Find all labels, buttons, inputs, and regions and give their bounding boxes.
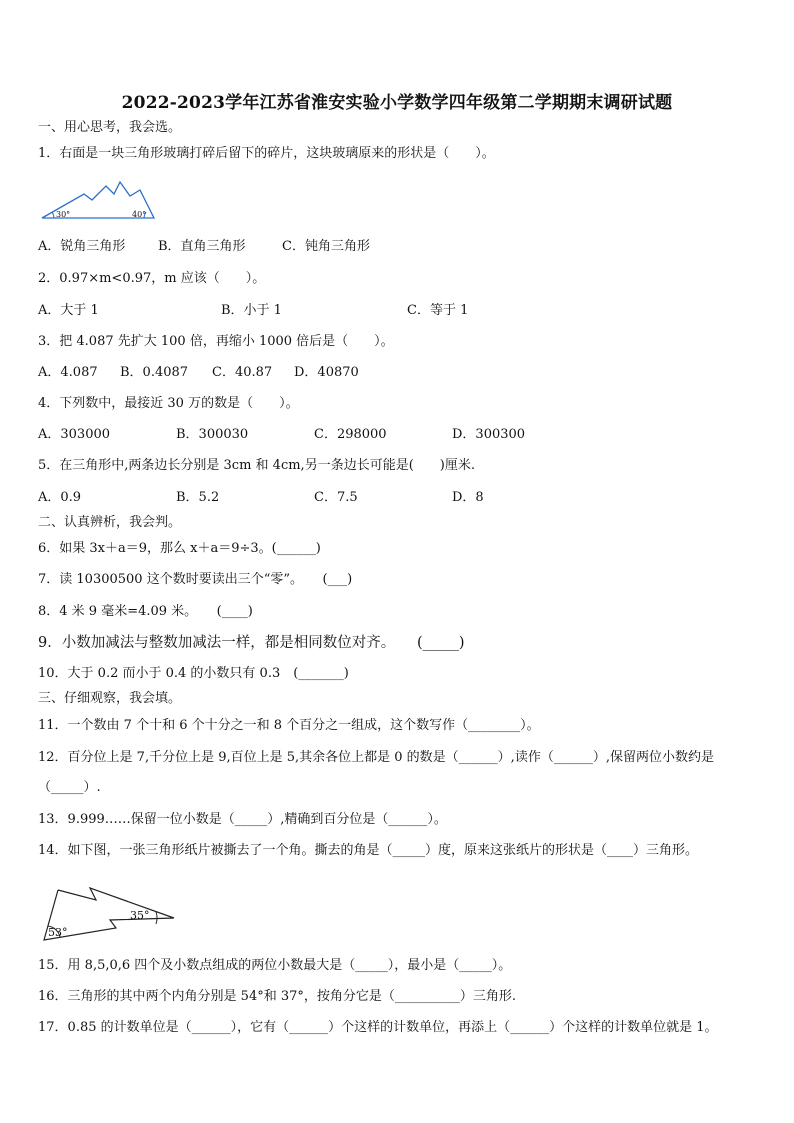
question-9: 9．小数加减法与整数加减法一样，都是相同数位对齐。 (_____) — [38, 635, 465, 651]
q3-option-b: B．0.4087 — [120, 365, 189, 380]
question-8: 8．4 米 9 毫米=4.09 米。 (____) — [38, 604, 253, 619]
question-13: 13．9.999……保留一位小数是（_____）,精确到百分位是（______）。 — [38, 812, 447, 827]
question-6: 6．如果 3x＋a＝9，那么 x＋a＝9÷3。(______) — [38, 541, 321, 556]
q5-option-b: B．5.2 — [176, 490, 220, 505]
question-16: 16．三角形的其中两个内角分别是 54°和 37°，按角分它是（__________）三角形. — [38, 989, 517, 1004]
question-7: 7．读 10300500 这个数时要读出三个“零”。 (___) — [38, 572, 353, 587]
q2-option-b: B．小于 1 — [221, 303, 282, 318]
section-heading-3: 三、仔细观察，我会填。 — [38, 691, 182, 706]
q4-option-a: A．303000 — [38, 427, 111, 442]
section-heading-1: 一、用心思考，我会选。 — [38, 120, 182, 135]
q1-option-a: A．锐角三角形 — [38, 239, 126, 254]
question-14: 14．如下图，一张三角形纸片被撕去了一个角。撕去的角是（_____）度，原来这张纸片的形状是（____）三角形。 — [38, 843, 699, 858]
section-heading-2: 二、认真辨析，我会判。 — [38, 515, 182, 530]
q5-option-c: C．7.5 — [314, 490, 358, 505]
q3-option-a: A．4.087 — [38, 365, 98, 380]
question-17: 17．0.85 的计数单位是（______），它有（______）个这样的计数单位，再添上（______）个这样的计数单位就是 1。 — [38, 1020, 718, 1035]
question-11: 11．一个数由 7 个十和 6 个十分之一和 8 个百分之一组成，这个数写作（________）。 — [38, 718, 540, 733]
angle-label-35: 35° — [130, 909, 150, 922]
q4-option-b: B．300030 — [176, 427, 249, 442]
question-10: 10．大于 0.2 而小于 0.4 的小数只有 0.3 (_______) — [38, 666, 349, 681]
question-5: 5．在三角形中,两条边长分别是 3cm 和 4cm,另一条边长可能是( )厘米. — [38, 458, 475, 473]
broken-glass-figure — [40, 180, 156, 222]
torn-triangle-figure — [38, 884, 178, 944]
q3-option-d: D．40870 — [294, 365, 359, 380]
angle-label-left: 30° — [56, 210, 71, 219]
q1-option-b: B．直角三角形 — [158, 239, 246, 254]
question-1: 1．右面是一块三角形玻璃打碎后留下的碎片，这块玻璃原来的形状是（ ）。 — [38, 146, 495, 161]
page-title: 2022-2023学年江苏省淮安实验小学数学四年级第二学期期末调研试题 — [121, 93, 673, 113]
q5-option-a: A．0.9 — [38, 490, 82, 505]
question-12-line-2: （_____）. — [38, 780, 101, 795]
angle-label-right: 40° — [132, 210, 147, 219]
q1-option-c: C．钝角三角形 — [282, 239, 370, 254]
q3-option-c: C．40.87 — [212, 365, 273, 380]
angle-label-53: 53° — [48, 926, 68, 939]
question-12-line-1: 12．百分位上是 7,千分位上是 9,百位上是 5,其余各位上都是 0 的数是（______）,读作（______）,保留两位小数约是 — [38, 750, 714, 765]
question-4: 4．下列数中，最接近 30 万的数是（ ）。 — [38, 396, 299, 411]
q2-option-c: C．等于 1 — [407, 303, 469, 318]
q5-option-d: D．8 — [452, 490, 484, 505]
question-3: 3．把 4.087 先扩大 100 倍，再缩小 1000 倍后是（ ）。 — [38, 334, 394, 349]
question-2: 2．0.97×m<0.97，m 应该（ ）。 — [38, 271, 266, 286]
q2-option-a: A．大于 1 — [38, 303, 99, 318]
q4-option-d: D．300300 — [452, 427, 526, 442]
question-15: 15．用 8,5,0,6 四个及小数点组成的两位小数最大是（_____），最小是（_____）。 — [38, 958, 512, 973]
q4-option-c: C．298000 — [314, 427, 387, 442]
